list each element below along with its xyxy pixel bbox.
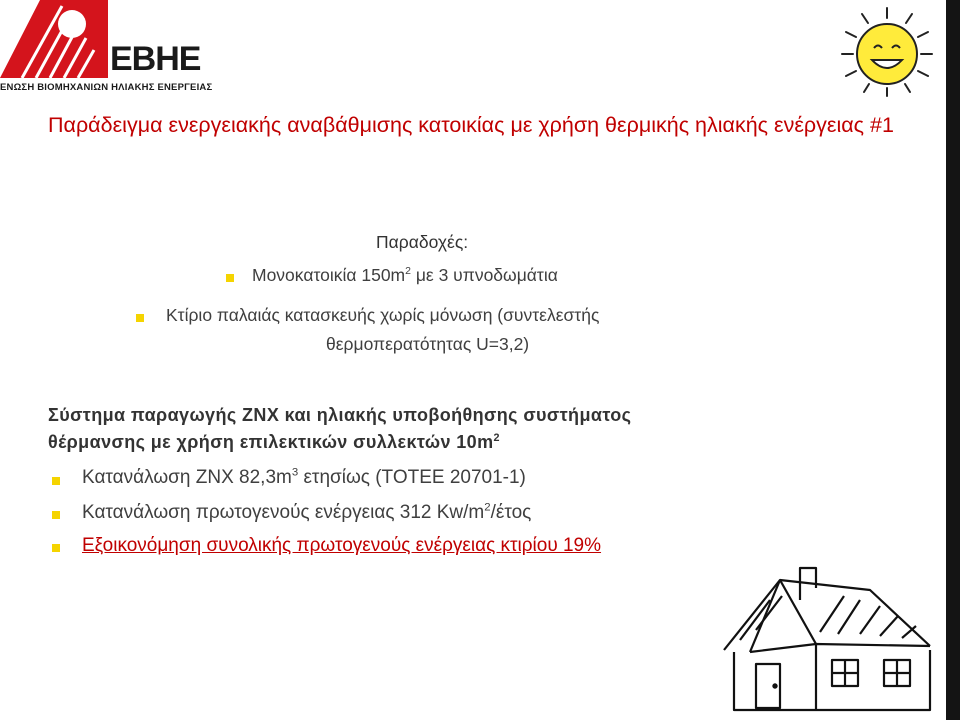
logo-subtitle: ΕΝΩΣΗ ΒΙΟΜΗΧΑΝΙΩΝ ΗΛΙΑΚΗΣ ΕΝΕΡΓΕΙΑΣ (0, 82, 213, 93)
bullet-icon (52, 511, 60, 519)
assumption-item-2-line-1: Κτίριο παλαιάς κατασκευής χωρίς μόνωση (συντελεστής (166, 305, 600, 325)
bullet-icon (52, 477, 60, 485)
logo-name: ΕΒΗΕ (110, 40, 201, 78)
ebhe-logo (0, 0, 250, 100)
assumptions-heading: Παραδοχές: (376, 232, 469, 252)
logo-mark-icon (0, 0, 110, 82)
system-item-3-savings: Εξοικονόμηση συνολικής πρωτογενούς ενέργειας κτιρίου 19% (82, 535, 602, 556)
system-line-1: Σύστημα παραγωγής ΖΝΧ και ηλιακής υποβοήθησης συστήματος (48, 405, 632, 425)
right-edge-bar (946, 0, 960, 720)
bullet-icon (136, 314, 144, 322)
system-item-2: Κατανάλωση πρωτογενούς ενέργειας 312 $Kw/m^2$/έτος (82, 501, 532, 523)
assumption-item-1: Μονοκατοικία $150m^2$ με 3 υπνοδωμάτια (252, 265, 558, 285)
system-description (48, 402, 631, 456)
page-title: Παράδειγμα ενεργειακής αναβάθμισης κατοικίας με χρήση θερμικής ηλιακής ενέργειας #1 (48, 113, 894, 137)
house-icon (720, 560, 944, 720)
sun-icon (832, 4, 942, 99)
assumption-item-2-line-2: θερμοπερατότητας U=3,2) (326, 334, 530, 354)
bullet-icon (226, 274, 234, 282)
bullet-icon (52, 544, 60, 552)
system-line-2: θέρμανσης με χρήση επιλεκτικών συλλεκτών $10m^2$ (48, 432, 500, 452)
system-item-1: Κατανάλωση ΖΝΧ $82,3m^3$ ετησίως (ΤΟΤΕΕ 20701-1) (82, 466, 526, 488)
